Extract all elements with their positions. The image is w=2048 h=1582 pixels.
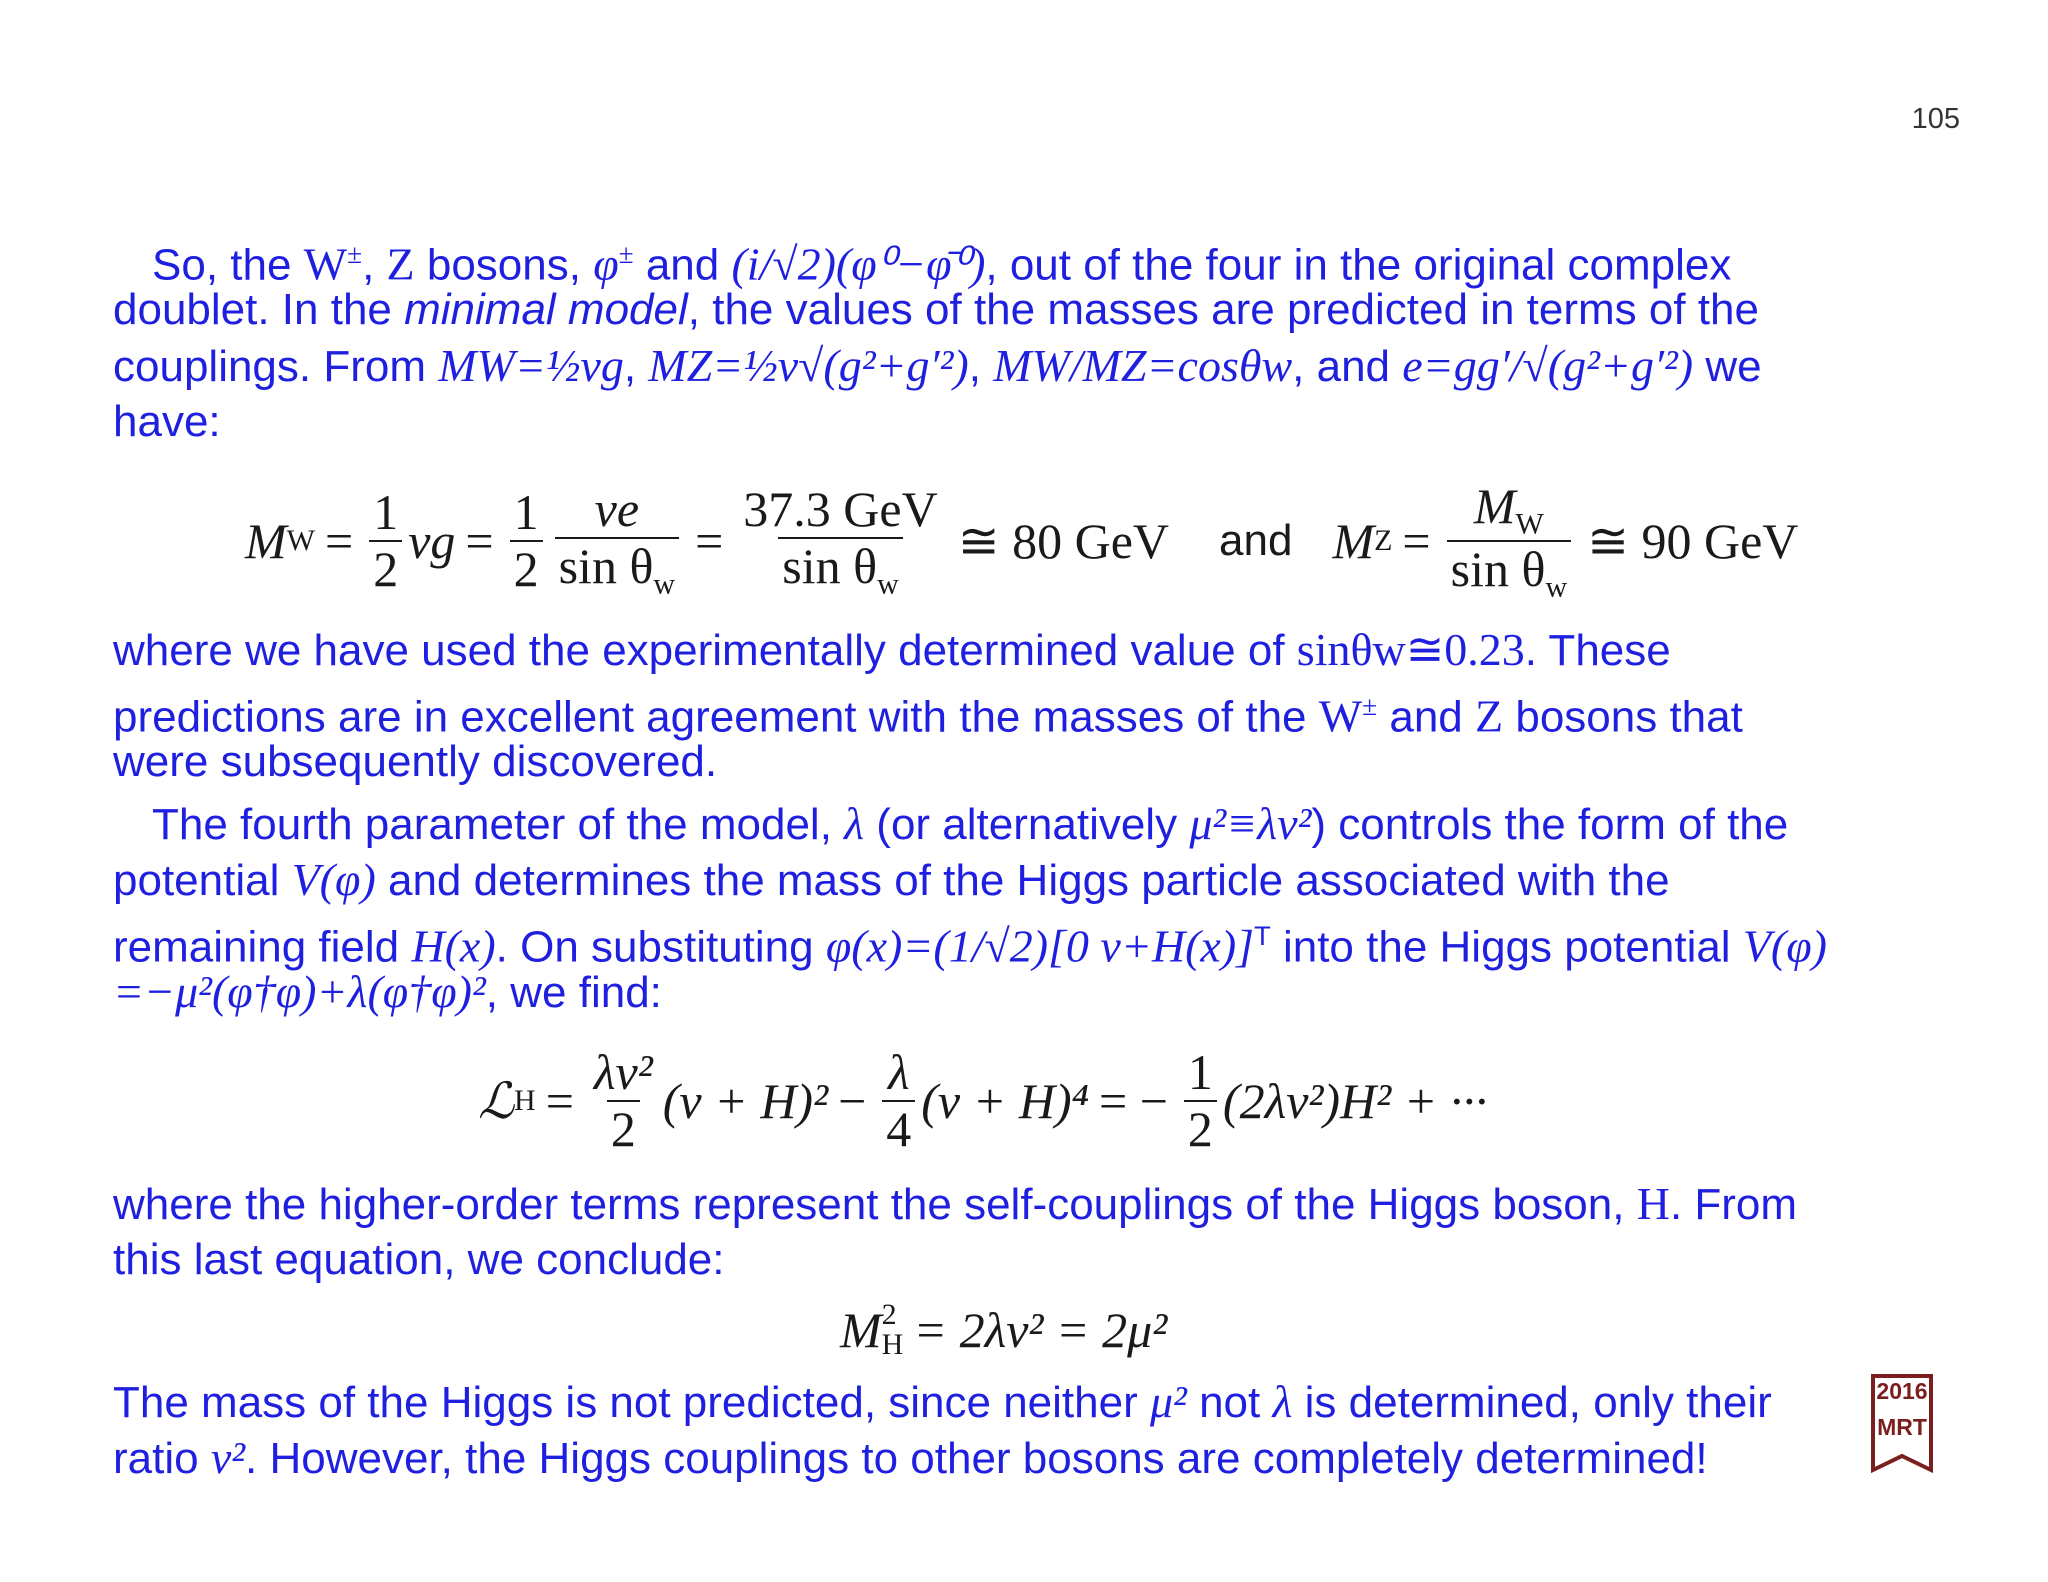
eq3-sub: H (881, 1328, 904, 1361)
w-boson: W (303, 238, 348, 290)
eq2-equals-minus: = − (1099, 1073, 1168, 1129)
mu-relation: μ²≡λv² (1189, 798, 1312, 849)
text: bosons, (414, 240, 594, 290)
phi-substitution: φ(x)=(1/√2)[0 v+H(x)] (825, 920, 1255, 972)
eq2-frac-half (1184, 1045, 1217, 1157)
para3-line1 (152, 796, 1788, 853)
transpose: T (1254, 920, 1271, 951)
text: ratio (113, 1434, 211, 1483)
eq1-vg: vg (408, 513, 456, 569)
den: 2 (369, 540, 402, 597)
eq3-m-symbol: M (840, 1302, 882, 1358)
eq3-sup: 2 (881, 1298, 897, 1331)
z-boson: Z (386, 238, 415, 290)
para1-line2 (113, 282, 1759, 338)
text: where we have used the experimentally determined value of (113, 626, 1297, 675)
eq1-equals: = (695, 513, 724, 569)
text: and (633, 240, 732, 290)
eq1-equals: = (324, 513, 354, 569)
eq1-mw-symbol: M (245, 513, 287, 569)
phi-charge: ± (618, 239, 634, 269)
para4-line2: this last equation, we conclude: (113, 1235, 725, 1284)
para5-line1 (113, 1374, 1772, 1431)
v-squared: v² (210, 1432, 246, 1483)
equation-mass-w-z (245, 476, 1808, 606)
text: predictions are in excellent agreement with the masses of the (113, 692, 1319, 742)
minimal-model-term: minimal model (404, 285, 688, 334)
text: , the values of the masses are predicted in terms of the (687, 285, 1759, 334)
eq3-rest: = 2λv² = 2μ² (913, 1302, 1168, 1358)
eq1-equals: = (1402, 513, 1431, 569)
sin-theta-value: sinθw≅0.23 (1296, 624, 1525, 675)
mw-subscript: W (1515, 507, 1544, 540)
higgs-field: H(x) (411, 920, 496, 972)
num: 1 (513, 484, 539, 540)
eq2-equals: = (545, 1073, 574, 1129)
den: 2 (510, 540, 543, 597)
para2-line1 (113, 622, 1671, 679)
mw-symbol: M (1473, 477, 1516, 534)
num: 37.3 GeV (743, 480, 938, 537)
text: not (1186, 1378, 1273, 1427)
text: . These (1524, 626, 1671, 675)
den (1447, 540, 1571, 604)
sin-theta: sin θ (558, 537, 654, 594)
eq1-frac-half-2 (510, 485, 543, 597)
badge-text: MRT (1877, 1414, 1927, 1440)
text: (or alternatively (864, 800, 1190, 849)
num: ve (594, 480, 640, 537)
text: and determines the mass of the Higgs particle associated with the (375, 856, 1670, 905)
phi-symbol: φ (593, 238, 619, 290)
eq2-term1: (v + H)² (662, 1073, 829, 1129)
mrt-badge (1871, 1374, 1933, 1474)
den (555, 537, 679, 601)
text: , (623, 342, 649, 391)
text: we (1693, 342, 1762, 391)
text: doublet. In the (113, 285, 405, 334)
para1-line3 (113, 338, 1762, 395)
para2-line3: were subsequently discovered. (113, 737, 718, 786)
eq1-approx-90: ≅ 90 GeV (1587, 513, 1799, 569)
w-charge: ± (347, 239, 363, 269)
potential-symbol: V(φ) (291, 854, 376, 905)
text: potential (113, 856, 292, 905)
eq1-equals: = (465, 513, 494, 569)
den: 4 (882, 1100, 915, 1157)
text: The fourth parameter of the model, (152, 800, 845, 849)
text: into the Higgs potential (1270, 922, 1743, 972)
text: and (1377, 692, 1476, 742)
eq1-approx-80: ≅ 80 GeV (957, 513, 1170, 569)
equation-higgs-mass (840, 1290, 1167, 1370)
text: So, the (152, 240, 304, 290)
page-number: 105 (1911, 103, 1960, 135)
eq1-mw-subscript: W (286, 524, 315, 557)
w-charge: ± (1362, 691, 1378, 721)
higgs-potential: =−μ²(φ†φ)+λ(φ†φ)² (113, 966, 486, 1017)
w-subscript: w (653, 567, 676, 601)
num: λ (887, 1044, 910, 1100)
para3-line4 (113, 964, 662, 1021)
text: ) controls the form of the (1311, 800, 1789, 849)
z-boson: Z (1475, 690, 1504, 742)
num: 1 (373, 484, 399, 540)
text: , we find: (485, 968, 662, 1017)
text: remaining field (113, 922, 412, 972)
text: The mass of the Higgs is not predicted, since neither (113, 1378, 1150, 1427)
eq2-lagrangian-symbol: ℒ (478, 1073, 515, 1129)
eq1-mz-symbol: M (1332, 513, 1375, 569)
den: 2 (607, 1100, 640, 1157)
para4-line1 (113, 1176, 1797, 1233)
eq2-subscript: H (514, 1084, 536, 1117)
para5-line2 (113, 1430, 1708, 1487)
text: bosons that (1503, 692, 1743, 742)
eq2-term2: (v + H)⁴ (921, 1073, 1090, 1129)
eq2-term3: (2λv²)H² + ··· (1222, 1073, 1488, 1129)
para3-line2 (113, 852, 1670, 909)
text: where the higher-order terms represent the self-couplings of the Higgs boson, (113, 1180, 1637, 1229)
w-subscript: w (1545, 570, 1568, 604)
text: . On substituting (495, 922, 826, 972)
text: , and (1292, 342, 1403, 391)
potential-symbol: V(φ) (1742, 920, 1827, 972)
num: 1 (1187, 1044, 1213, 1100)
den: 2 (1184, 1100, 1217, 1157)
eq1-and: and (1219, 516, 1293, 565)
neutral-field-expr: (i/√2)(φ⁰−φ̄⁰) (731, 238, 986, 290)
equation-lagrangian (478, 1036, 1487, 1166)
para1-line4: have: (113, 397, 221, 446)
den (778, 537, 902, 601)
eq2-frac-l4 (882, 1045, 915, 1157)
lambda-symbol: λ (1272, 1376, 1293, 1427)
sin-theta: sin θ (782, 537, 878, 594)
text: , (968, 342, 994, 391)
eq3-indices (882, 1300, 904, 1360)
badge-year: 2016 (1876, 1378, 1928, 1404)
mz-formula: MZ=½v√(g²+g′²) (648, 340, 969, 391)
eq1-mz-subscript: Z (1374, 524, 1393, 557)
text: couplings. From (113, 342, 439, 391)
eq2-frac-lv2 (590, 1045, 657, 1157)
higgs-symbol: H (1636, 1178, 1670, 1229)
mw-formula: MW=½vg (438, 340, 624, 391)
eq1-frac-half (369, 485, 402, 597)
text: is determined, only their (1292, 1378, 1772, 1427)
eq1-frac-373 (739, 482, 941, 601)
eq1-frac-ve (555, 482, 679, 601)
text: . From (1669, 1180, 1798, 1229)
text: , out of the four in the original complex (985, 240, 1732, 290)
sin-theta: sin θ (1450, 541, 1546, 597)
num (1470, 479, 1548, 541)
eq1-frac-mw (1447, 479, 1571, 604)
text: . However, the Higgs couplings to other bosons are completely determined! (245, 1434, 1708, 1483)
charge-formula: e=gg′/√(g²+g′²) (1402, 340, 1694, 391)
num: λv² (593, 1044, 653, 1100)
eq2-minus: − (838, 1073, 867, 1129)
w-boson: W (1318, 690, 1363, 742)
w-subscript: w (877, 567, 899, 601)
lambda-symbol: λ (844, 798, 865, 849)
mass-ratio-formula: MW/MZ=cosθw (993, 340, 1293, 391)
text: , (362, 240, 387, 290)
mu-squared: μ² (1149, 1376, 1187, 1427)
